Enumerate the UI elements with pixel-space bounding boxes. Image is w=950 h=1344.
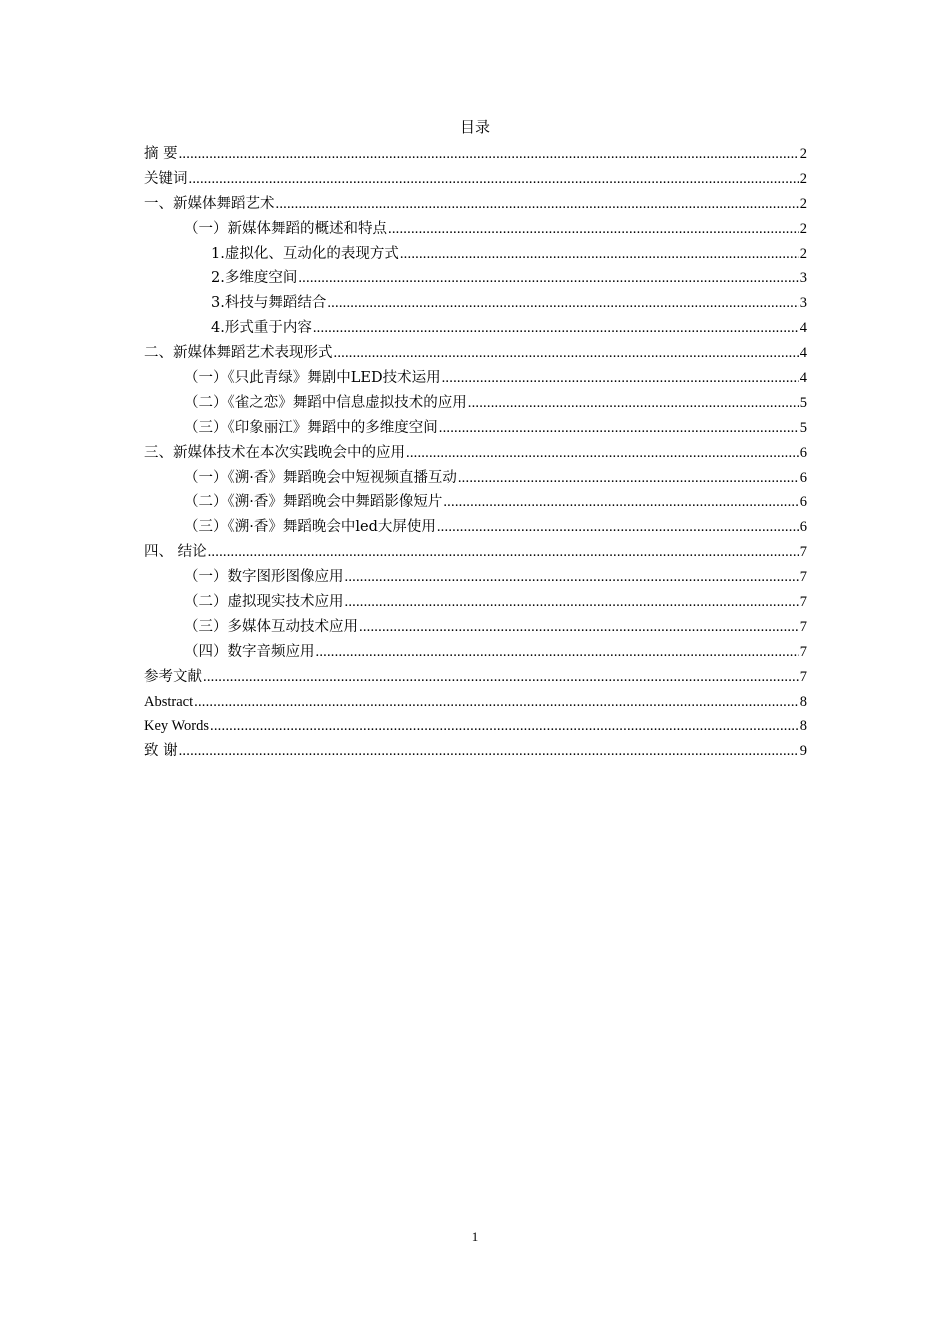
dot-leader — [316, 640, 799, 665]
toc-entry-label: （二）《雀之恋》舞蹈中信息虚拟技术的应用 — [184, 394, 467, 411]
toc-entry-page: 4 — [799, 345, 807, 362]
toc-entry[interactable] — [144, 266, 807, 291]
dot-leader — [388, 217, 799, 242]
toc-entry-label: 关键词 — [144, 170, 188, 187]
dot-leader — [194, 690, 799, 715]
toc-entry-page: 4 — [799, 370, 807, 387]
toc-entry-label: （三）《印象丽江》舞蹈中的多维度空间 — [184, 419, 438, 436]
toc-entry[interactable] — [144, 714, 807, 739]
toc-entry-page: 5 — [799, 394, 807, 411]
toc-entry[interactable] — [144, 540, 807, 565]
toc-entry-label: Abstract — [144, 693, 194, 710]
toc-entry-label: （三）多媒体互动技术应用 — [184, 618, 358, 635]
toc-entry-page: 3 — [799, 270, 807, 287]
toc-entry-label: 二、新媒体舞蹈艺术表现形式 — [144, 345, 333, 362]
table-of-contents — [144, 142, 807, 764]
toc-entry[interactable] — [144, 341, 807, 366]
toc-entry-label: 3.科技与舞蹈结合 — [211, 295, 327, 312]
dot-leader — [203, 665, 799, 690]
dot-leader — [313, 316, 799, 341]
toc-entry[interactable] — [144, 565, 807, 590]
toc-entry-label: （一）新媒体舞蹈的概述和特点 — [184, 220, 387, 237]
toc-entry-label: （二）虚拟现实技术应用 — [184, 594, 344, 611]
toc-entry[interactable] — [144, 366, 807, 391]
toc-entry[interactable] — [144, 192, 807, 217]
dot-leader — [179, 142, 799, 167]
toc-entry[interactable] — [144, 217, 807, 242]
dot-leader — [442, 366, 799, 391]
toc-entry[interactable] — [144, 416, 807, 441]
toc-entry[interactable] — [144, 391, 807, 416]
toc-entry-page: 7 — [799, 668, 807, 685]
toc-entry[interactable] — [144, 665, 807, 690]
dot-leader — [468, 391, 799, 416]
toc-entry-label: Key Words — [144, 718, 210, 735]
dot-leader — [437, 515, 799, 540]
toc-entry-label: （一）《溯·香》舞蹈晚会中短视频直播互动 — [184, 469, 457, 486]
dot-leader — [334, 341, 799, 366]
toc-entry-page: 5 — [799, 419, 807, 436]
dot-leader — [458, 466, 799, 491]
toc-entry[interactable] — [144, 316, 807, 341]
toc-entry-page: 2 — [799, 220, 807, 237]
toc-entry[interactable] — [144, 640, 807, 665]
toc-entry-page: 7 — [799, 643, 807, 660]
dot-leader — [443, 490, 798, 515]
toc-entry-label: （二）《溯·香》舞蹈晚会中舞蹈影像短片 — [184, 494, 443, 511]
toc-entry-label: （一）数字图形图像应用 — [184, 569, 344, 586]
toc-entry[interactable] — [144, 441, 807, 466]
toc-entry-page: 2 — [799, 170, 807, 187]
toc-entry-page: 8 — [799, 718, 807, 735]
toc-entry-page: 6 — [799, 494, 807, 511]
toc-entry-label: 一、新媒体舞蹈艺术 — [144, 195, 275, 212]
toc-entry-label: 三、新媒体技术在本次实践晚会中的应用 — [144, 444, 405, 461]
toc-entry-page: 7 — [799, 544, 807, 561]
toc-entry-page: 7 — [799, 569, 807, 586]
toc-entry-label: 1.虚拟化、互动化的表现方式 — [211, 245, 399, 262]
toc-entry[interactable] — [144, 490, 807, 515]
toc-entry[interactable] — [144, 690, 807, 715]
page-number: 1 — [471, 1229, 479, 1244]
dot-leader — [189, 167, 799, 192]
toc-entry-label: 4.形式重于内容 — [211, 320, 312, 337]
toc-entry-page: 9 — [799, 743, 807, 760]
toc-entry-page: 2 — [799, 245, 807, 262]
toc-entry-label: （三）《溯·香》舞蹈晚会中led大屏使用 — [184, 519, 436, 536]
toc-entry-page: 2 — [799, 195, 807, 212]
toc-entry-page: 4 — [799, 320, 807, 337]
toc-entry[interactable] — [144, 515, 807, 540]
toc-entry[interactable] — [144, 590, 807, 615]
toc-entry[interactable] — [144, 615, 807, 640]
toc-entry-page: 6 — [799, 444, 807, 461]
toc-entry-label: 致 谢 — [144, 743, 178, 760]
toc-entry-page: 3 — [799, 295, 807, 312]
toc-entry-label: （一）《只此青绿》舞剧中LED技术运用 — [184, 370, 441, 387]
dot-leader — [359, 615, 799, 640]
toc-entry-page: 7 — [799, 594, 807, 611]
toc-entry[interactable] — [144, 739, 807, 764]
toc-entry-page: 6 — [799, 469, 807, 486]
dot-leader — [276, 192, 799, 217]
dot-leader — [327, 291, 798, 316]
toc-entry[interactable] — [144, 242, 807, 267]
toc-entry-label: 四、 结论 — [144, 544, 207, 561]
toc-entry-label: 2.多维度空间 — [211, 270, 298, 287]
toc-entry-page: 2 — [799, 146, 807, 162]
dot-leader — [298, 266, 798, 291]
toc-entry-page: 8 — [799, 693, 807, 710]
dot-leader — [210, 714, 799, 739]
dot-leader — [179, 739, 799, 764]
dot-leader — [345, 565, 799, 590]
dot-leader — [208, 540, 799, 565]
toc-title: 目录 — [459, 118, 490, 136]
toc-entry-page: 6 — [799, 519, 807, 536]
dot-leader — [400, 242, 799, 267]
toc-entry[interactable] — [144, 167, 807, 192]
toc-entry-label: （四）数字音频应用 — [184, 643, 315, 660]
dot-leader — [406, 441, 799, 466]
dot-leader — [439, 416, 799, 441]
dot-leader — [345, 590, 799, 615]
toc-entry[interactable] — [144, 142, 807, 167]
toc-entry-label: 摘 要 — [144, 146, 178, 162]
toc-entry[interactable] — [144, 466, 807, 491]
toc-entry-label: 参考文献 — [144, 668, 202, 685]
toc-entry-page: 7 — [799, 618, 807, 635]
toc-entry[interactable] — [144, 291, 807, 316]
